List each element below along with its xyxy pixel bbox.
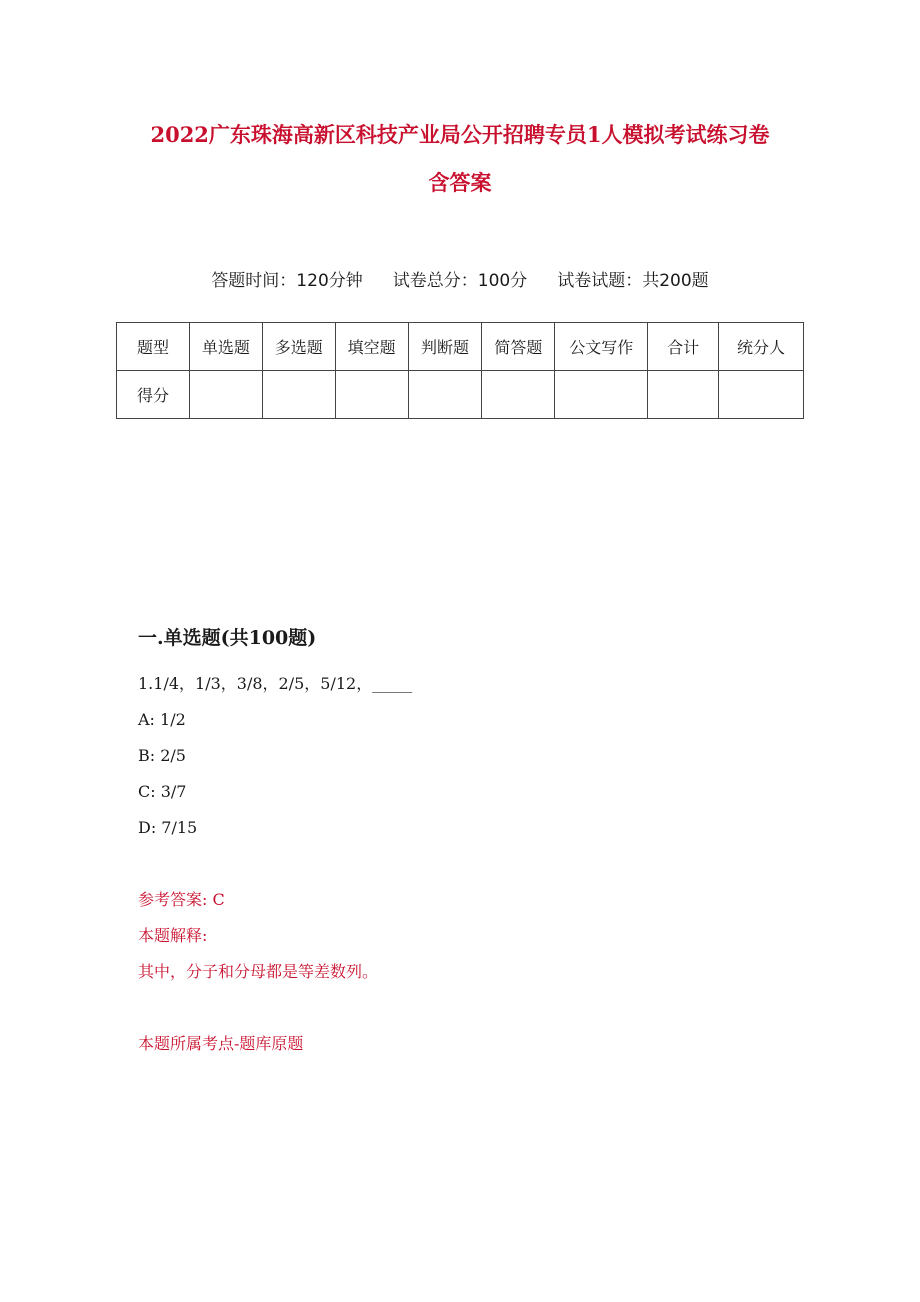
score-cell (335, 371, 408, 419)
section-heading: 一.单选题(共100题) (138, 627, 317, 649)
score-row-label: 得分 (117, 371, 190, 419)
score-table-header: 多选题 (262, 323, 335, 371)
score-cell (408, 371, 482, 419)
score-table-header: 简答题 (482, 323, 555, 371)
score-cell (719, 371, 804, 419)
score-table-header: 统分人 (719, 323, 804, 371)
exam-total-score: 试卷总分：100分 (392, 271, 528, 291)
score-cell (262, 371, 335, 419)
score-cell (189, 371, 262, 419)
document-title-line2: 含答案 (428, 170, 492, 195)
score-table-header-row (117, 323, 804, 371)
option-d: D: 7/15 (138, 818, 198, 837)
score-cell (482, 371, 555, 419)
score-table-score-row (117, 371, 804, 419)
explanation-label: 本题解释: (138, 926, 208, 945)
answer-reference: 参考答案: C (138, 890, 225, 909)
document-title-line1: 2022广东珠海高新区科技产业局公开招聘专员1人模拟考试练习卷 (150, 122, 770, 147)
score-table-header: 判断题 (408, 323, 482, 371)
score-cell (555, 371, 648, 419)
score-table-header: 题型 (117, 323, 190, 371)
option-c: C: 3/7 (138, 782, 187, 801)
score-table-header: 合计 (648, 323, 719, 371)
score-table-header: 填空题 (335, 323, 408, 371)
score-cell (648, 371, 719, 419)
explanation-text: 其中，分子和分母都是等差数列。 (138, 962, 379, 981)
exam-question-count: 试卷试题：共200题 (557, 271, 709, 291)
option-a: A: 1/2 (138, 710, 186, 729)
question-source: 本题所属考点-题库原题 (138, 1034, 304, 1053)
exam-meta (120, 268, 800, 294)
score-table-header: 公文写作 (555, 323, 648, 371)
option-b: B: 2/5 (138, 746, 186, 765)
score-table-header: 单选题 (189, 323, 262, 371)
exam-time: 答题时间：120分钟 (211, 271, 363, 291)
score-table (116, 322, 804, 419)
question-stem: 1.1/4，1/3，3/8，2/5，5/12，_____ (138, 674, 413, 693)
